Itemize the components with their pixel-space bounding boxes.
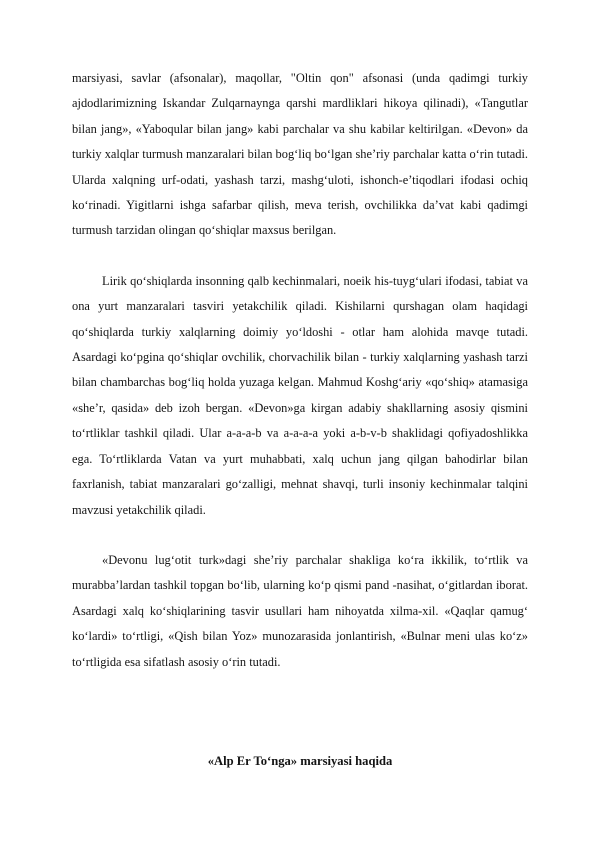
paragraph-3: «Devonu lug‘otit turk»dagi she’riy parchalar shakliga ko‘ra ikkilik, to‘rtlik va murabba’lardan tashkil topgan bo‘lib, ularning ko‘p qismi pand -nasihat, o‘gitlardan iborat. Asardagi xalq ko‘shiqlarining tasvir usullari ham nihoyatda xilma-xil. «Qaqlar qamug‘ ko‘lardi» to‘rtligi, «Qish bilan Yoz» munozarasida jonlantirish, «Bulnar meni ulas ko‘z» to‘rtligida esa sifatlash asosiy o‘rin tutadi. <box>72 552 528 669</box>
document-body <box>72 66 528 675</box>
section-heading: «Alp Er To‘nga» marsiyasi haqida <box>207 754 393 768</box>
paragraph-gap <box>72 523 528 548</box>
paragraph-2: Lirik qo‘shiqlarda insonning qalb kechinmalari, noeik his-tuyg‘ulari ifodasi, tabiat va ona yurt manzaralari tasviri yetakchilik qiladi. Kishilarni qurshagan olam haqidagi qo‘shiqlarda turkiy xalqlarning doimiy yo‘ldoshi - otlar ham alohida mavqe tutadi. Asardagi ko‘pgina qo‘shiqlar ovchilik, chorvachilik bilan - turkiy xalqlarning yashash tarzi bilan chambarchas bog‘liq holda yuzaga kelgan. Mahmud Koshg‘ariy «qo‘shiq» atamasiga «she’r, qasida» deb izoh bergan. «Devon»ga kirgan adabiy shakllarning asosiy qismini to‘rtliklar tashkil qiladi. Ular a-a-a-b va a-a-a-a yoki a-b-v-b shaklidagi qofiyadoshlikka ega. To‘rtliklarda Vatan va yurt muhabbati, xalq uchun jang qilgan bahodirlar bilan faxrlanish, tabiat manzaralari go‘zalligi, mehnat shavqi, turli insoniy kechinmalar talqini mavzusi yetakchilik qiladi. <box>72 273 528 517</box>
paragraph-1: marsiyasi, savlar (afsonalar), maqollar, "Oltin qon" afsonasi (unda qadimgi turkiy ajdodlarimizning Iskandar Zulqarnaynga qarshi mardliklari hikoya qilinadi), «Tangutlar bilan jang», «Yaboqular bilan jang» kabi parchalar va shu kabilar keltirilgan. «Devon» da turkiy xalqlar turmush manzaralari bilan bog‘liq bo‘lgan she’riy parchalar katta o‘rin tutadi. Ularda xalqning urf-odati, yashash tarzi, mashg‘uloti, ishonch-e’tiqodlari ifodasi ochiq ko‘rinadi. Yigitlarni ishga safarbar qilish, meva terish, ovchilikka da’vat kabi qadimgi turmush tarzidan olingan qo‘shiqlar maxsus berilgan. <box>72 71 528 238</box>
paragraph-gap <box>72 244 528 269</box>
